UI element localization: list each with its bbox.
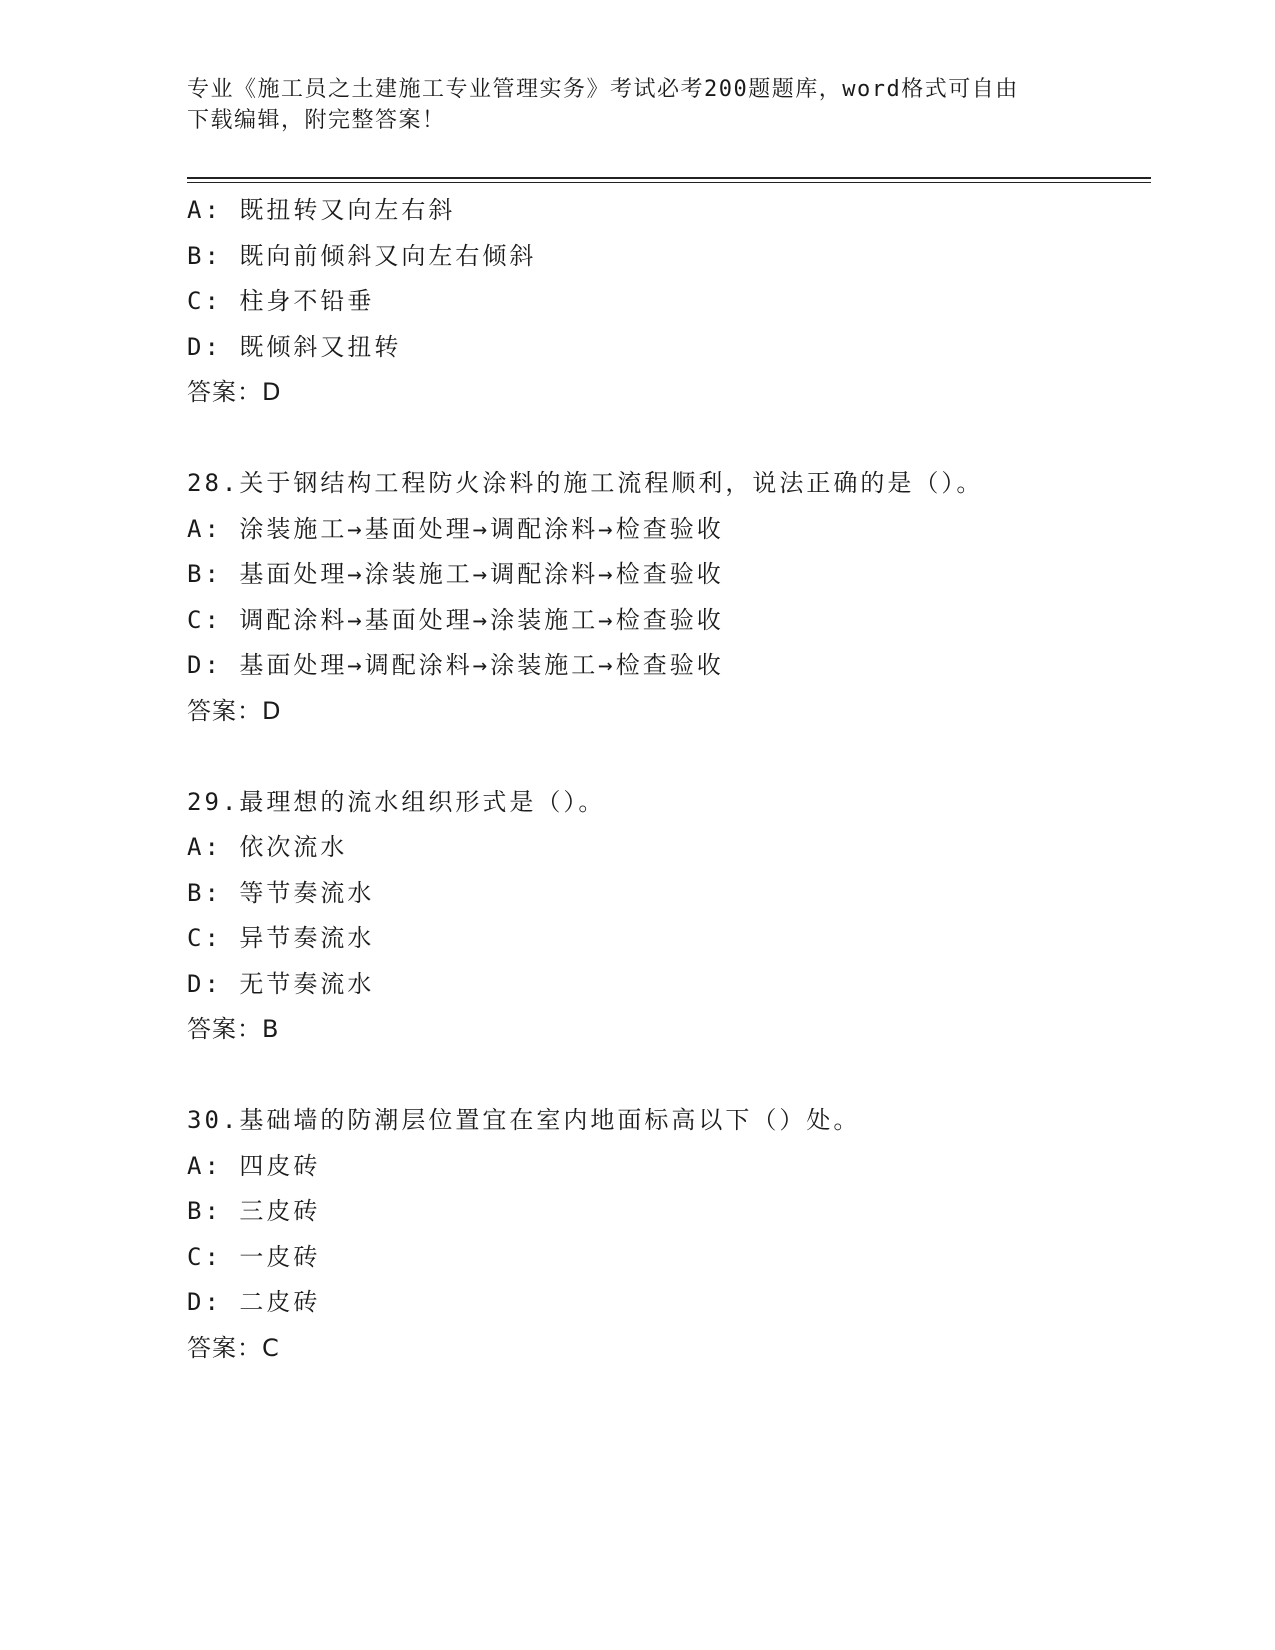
question-30 (187, 1098, 1151, 1371)
option-b: B: 既向前倾斜又向左右倾斜 (187, 241, 537, 270)
option-a: A: 依次流水 (187, 833, 348, 861)
answer-line: 答案：C (187, 1333, 280, 1362)
header-line-1: 专业《施工员之土建施工专业管理实务》考试必考200题题库，word格式可自由 (187, 77, 1019, 102)
document-header (187, 74, 1067, 136)
option-c: C: 柱身不铅垂 (187, 287, 375, 315)
option-d: D: 基面处理→调配涂料→涂装施工→检查验收 (187, 651, 724, 679)
question-spacer (187, 416, 1151, 462)
question-27-continued (187, 188, 1151, 416)
option-b: B: 等节奏流水 (187, 878, 375, 907)
option-c: C: 调配涂料→基面处理→涂装施工→检查验收 (187, 605, 724, 634)
answer-line: 答案：D (187, 696, 282, 725)
option-c: C: 异节奏流水 (187, 924, 375, 952)
question-spacer (187, 1053, 1151, 1099)
question-list (187, 188, 1151, 1371)
question-stem: 30.基础墙的防潮层位置宜在室内地面标高以下（）处。 (187, 1106, 861, 1134)
option-a: A: 涂装施工→基面处理→调配涂料→检查验收 (187, 514, 724, 543)
option-d: D: 无节奏流水 (187, 969, 375, 998)
question-stem: 28.关于钢结构工程防火涂料的施工流程顺利，说法正确的是（）。 (187, 469, 984, 497)
question-29 (187, 780, 1151, 1053)
header-divider-thick (187, 177, 1151, 179)
header-divider-thin (187, 182, 1151, 183)
option-a: A: 既扭转又向左右斜 (187, 196, 456, 224)
option-c: C: 一皮砖 (187, 1242, 321, 1271)
option-d: D: 二皮砖 (187, 1288, 321, 1316)
header-line-2: 下载编辑，附完整答案！ (187, 108, 446, 133)
option-b: B: 基面处理→涂装施工→调配涂料→检查验收 (187, 560, 724, 588)
option-b: B: 三皮砖 (187, 1197, 321, 1225)
question-28 (187, 461, 1151, 734)
answer-line: 答案：D (187, 378, 282, 406)
question-stem: 29.最理想的流水组织形式是（）。 (187, 787, 606, 816)
option-a: A: 四皮砖 (187, 1151, 321, 1180)
answer-line: 答案：B (187, 1015, 280, 1043)
question-spacer (187, 734, 1151, 780)
option-d: D: 既倾斜又扭转 (187, 332, 402, 361)
